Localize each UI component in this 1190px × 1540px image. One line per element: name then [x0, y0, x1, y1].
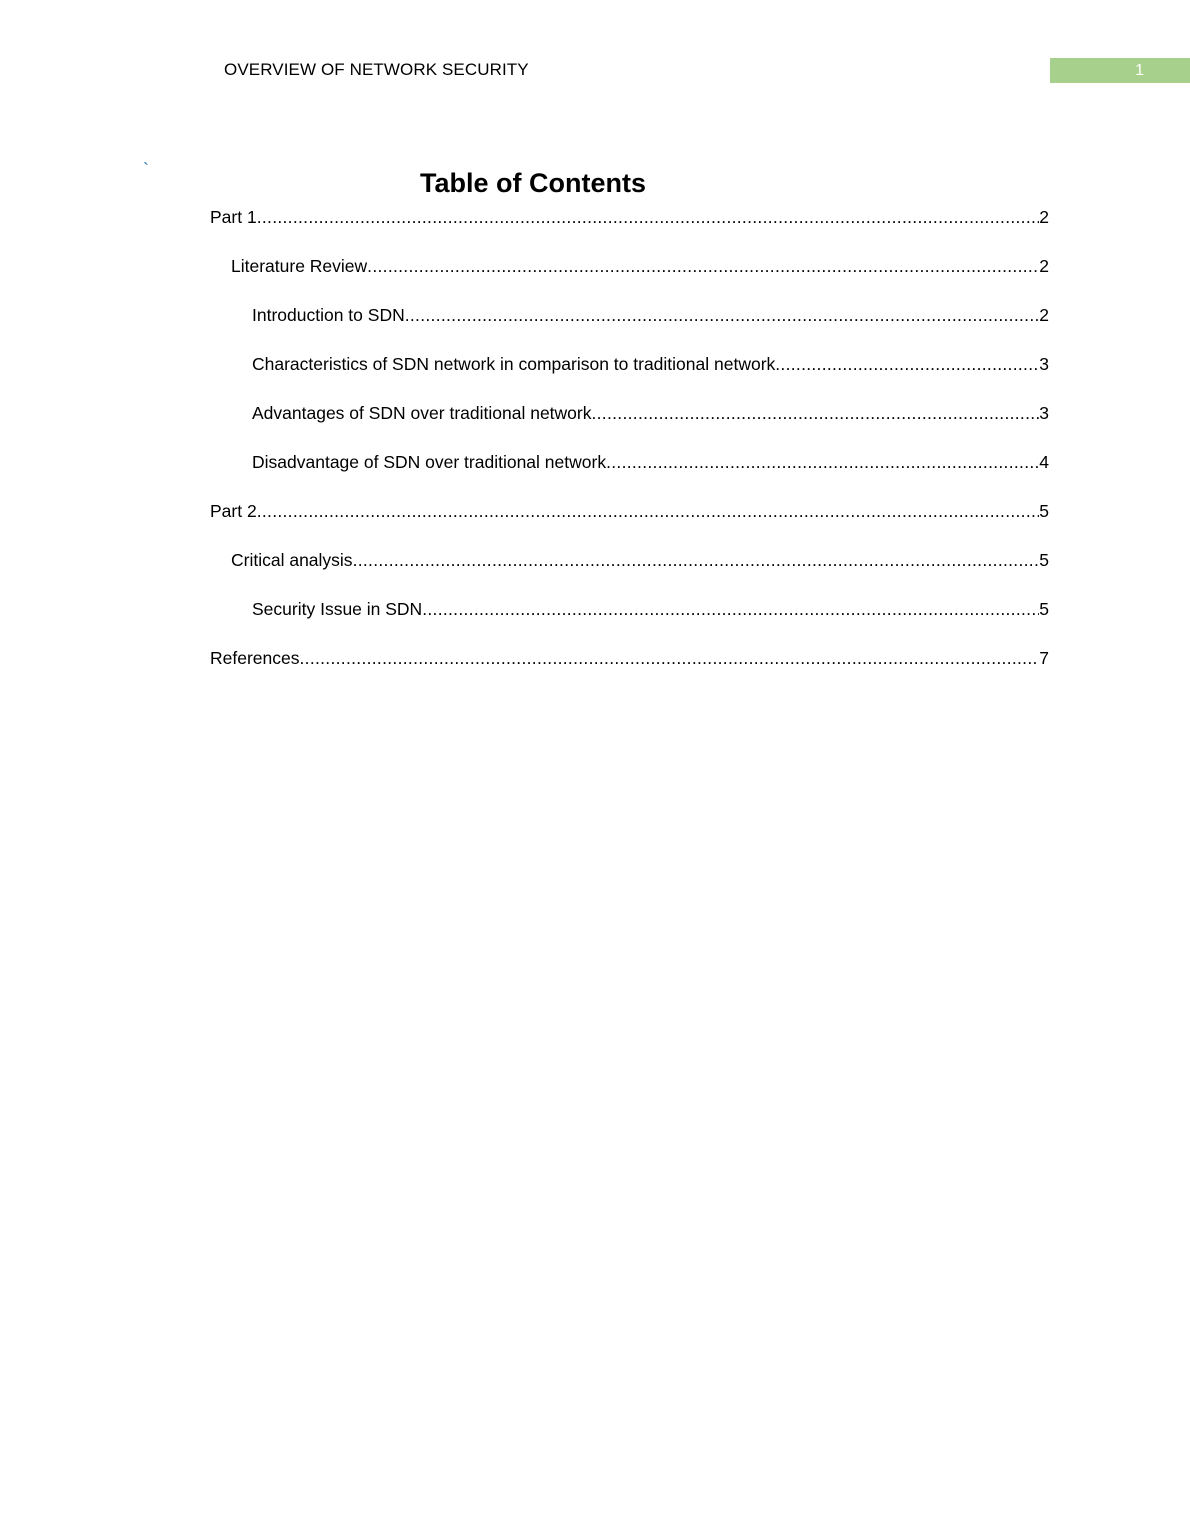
- toc-entry-label: Literature Review: [231, 256, 368, 276]
- toc-entry-label: Introduction to SDN: [252, 305, 405, 325]
- toc-entry-page: 5: [1039, 550, 1049, 570]
- toc-entry-security-issue-in-sdn[interactable]: [252, 597, 1049, 621]
- toc-entry-critical-analysis[interactable]: [231, 548, 1049, 572]
- toc-entry-label: Part 1: [210, 207, 257, 227]
- toc-entry-label: Security Issue in SDN: [252, 599, 423, 619]
- toc-entry-label: Advantages of SDN over traditional network: [252, 403, 592, 423]
- toc-entry-literature-review[interactable]: [231, 254, 1049, 278]
- toc-leader-dots: [300, 646, 1040, 670]
- toc-leader-dots: [367, 254, 1039, 278]
- toc-entry-page: 2: [1039, 207, 1049, 227]
- toc-entry-part-1[interactable]: [210, 205, 1049, 229]
- toc-leader-dots: [257, 499, 1040, 523]
- toc-entry-page: 2: [1039, 305, 1049, 325]
- toc-entry-disadvantage-of-sdn[interactable]: [252, 450, 1049, 474]
- toc-entry-page: 4: [1039, 452, 1049, 472]
- toc-entry-characteristics-of-sdn[interactable]: [252, 352, 1049, 376]
- toc-entry-label: Characteristics of SDN network in comparison to traditional network: [252, 354, 776, 374]
- page-number-badge: 1: [1050, 58, 1190, 83]
- toc-leader-dots: [405, 303, 1040, 327]
- toc-entry-label: References: [210, 648, 300, 668]
- toc-entry-introduction-to-sdn[interactable]: [252, 303, 1049, 327]
- toc-entry-page: 5: [1039, 501, 1049, 521]
- toc-entry-advantages-of-sdn[interactable]: [252, 401, 1049, 425]
- toc-entry-page: 2: [1039, 256, 1049, 276]
- toc-entry-page: 3: [1039, 403, 1049, 423]
- running-header-title: OVERVIEW OF NETWORK SECURITY: [224, 60, 529, 79]
- toc-entry-references[interactable]: [210, 646, 1049, 670]
- toc-leader-dots: [353, 548, 1040, 572]
- toc-heading: Table of Contents: [420, 168, 646, 198]
- toc-entry-label: Critical analysis: [231, 550, 353, 570]
- toc-entry-page: 7: [1039, 648, 1049, 668]
- toc-entry-part-2[interactable]: [210, 499, 1049, 523]
- toc-leader-dots: [606, 450, 1039, 474]
- toc-leader-dots: [257, 205, 1040, 229]
- toc-entry-label: Part 2: [210, 501, 257, 521]
- toc-entry-page: 3: [1039, 354, 1049, 374]
- stray-mark: `: [143, 160, 149, 180]
- toc-entry-page: 5: [1039, 599, 1049, 619]
- toc-leader-dots: [591, 401, 1039, 425]
- toc-entry-label: Disadvantage of SDN over traditional network: [252, 452, 607, 472]
- toc-leader-dots: [775, 352, 1039, 376]
- toc-leader-dots: [422, 597, 1039, 621]
